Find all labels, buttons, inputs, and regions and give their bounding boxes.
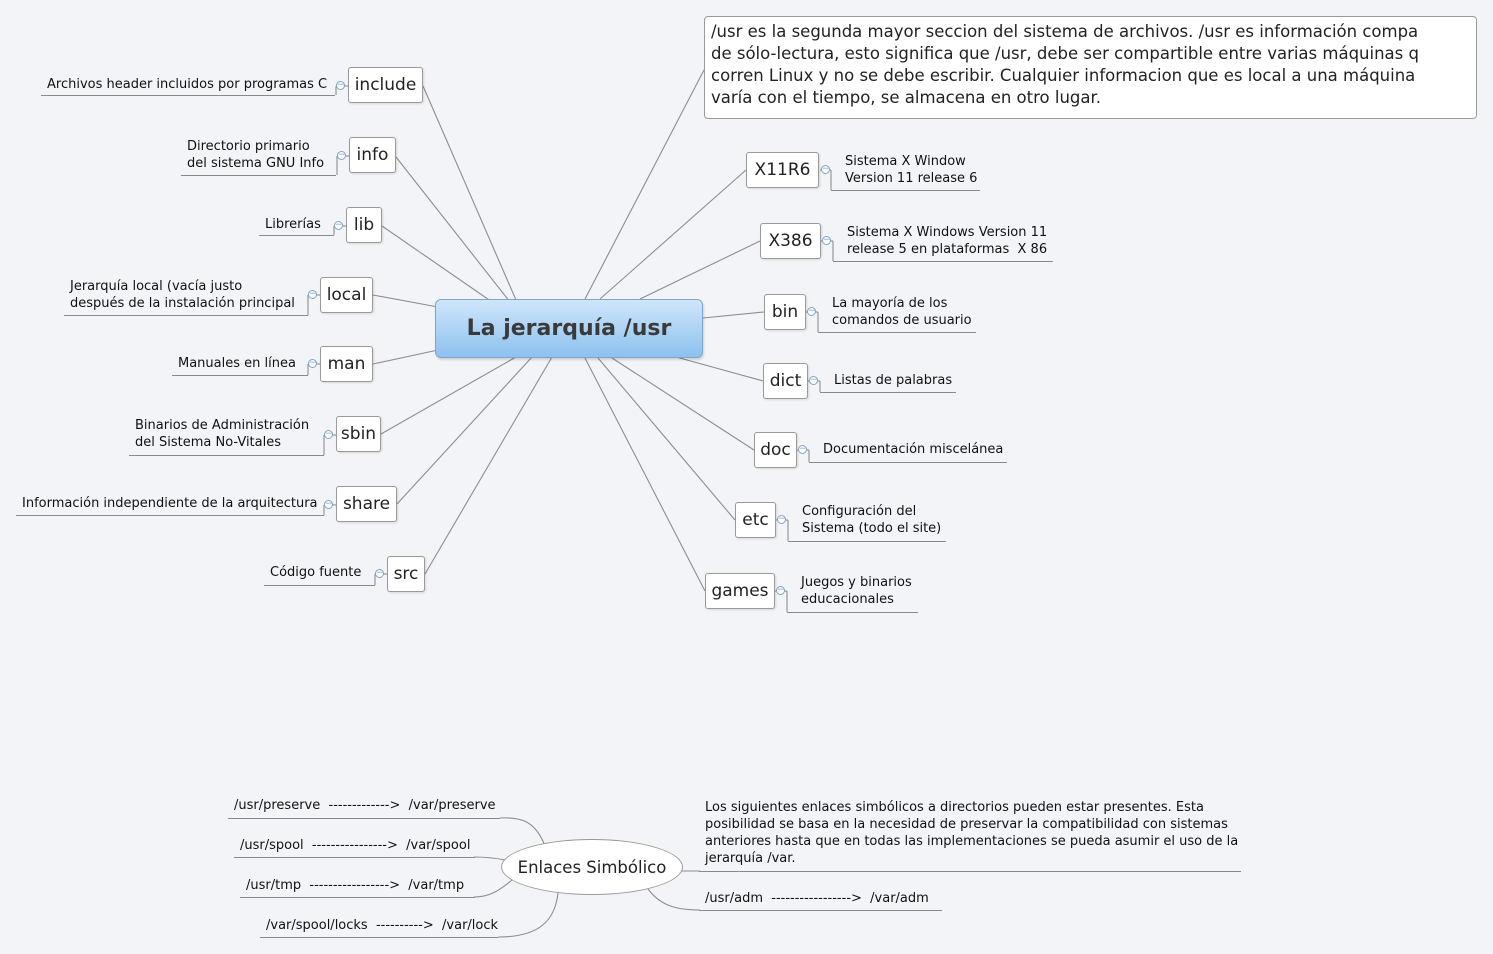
collapse-marker[interactable]: − — [338, 150, 346, 160]
node-x386[interactable]: X386 — [760, 223, 821, 259]
desc-dict: Listas de palabras — [820, 372, 956, 393]
symlinks-paragraph: Los siguientes enlaces simbólicos a directorios pueden estar presentes. Esta posibilidad se basa en la necesidad de preservar la compatibilidad con sistemas anteriores hasta que en todas las implementaciones se pueda asumir el uso de la jerarquía /var. — [699, 799, 1241, 872]
node-bin[interactable]: bin — [764, 294, 806, 330]
collapse-marker[interactable]: − — [325, 499, 333, 509]
node-x11r6[interactable]: X11R6 — [746, 152, 819, 188]
desc-share: Información independiente de la arquitectura — [16, 495, 324, 516]
collapse-marker[interactable]: − — [325, 429, 333, 439]
collapse-marker[interactable]: − — [309, 289, 317, 299]
collapse-marker[interactable]: − — [799, 444, 807, 454]
collapse-marker[interactable]: − — [808, 306, 816, 316]
desc-bin: La mayoría de los comandos de usuario — [818, 295, 976, 333]
symlinks-title: Enlaces Simbólico — [517, 857, 667, 877]
collapse-marker[interactable]: − — [309, 358, 317, 368]
desc-info: Directorio primario del sistema GNU Info — [181, 138, 336, 176]
node-share[interactable]: share — [336, 486, 397, 522]
collapse-marker[interactable]: − — [823, 235, 831, 245]
node-src[interactable]: src — [387, 556, 425, 592]
desc-doc: Documentación miscelánea — [809, 441, 1007, 463]
symlink-tmp: /usr/tmp -----------------> /var/tmp — [240, 877, 475, 898]
node-include[interactable]: include — [348, 67, 423, 103]
desc-include: Archivos header incluidos por programas C — [41, 76, 335, 96]
node-games[interactable]: games — [705, 573, 775, 609]
node-dict[interactable]: dict — [763, 363, 808, 399]
symlink-locks: /var/spool/locks ----------> /var/lock — [260, 917, 498, 938]
desc-lib: Librerías — [259, 216, 334, 236]
symlink-adm: /usr/adm -----------------> /var/adm — [699, 890, 942, 911]
symlink-preserve: /usr/preserve -------------> /var/preserve — [228, 797, 500, 819]
desc-x11r6: Sistema X Window Version 11 release 6 — [831, 153, 980, 191]
symlinks-topic[interactable] — [501, 839, 683, 895]
node-local[interactable]: local — [320, 277, 373, 313]
desc-x386: Sistema X Windows Version 11 release 5 en plataformas X 86 — [833, 224, 1053, 262]
collapse-marker[interactable]: − — [810, 375, 818, 385]
collapse-marker[interactable]: − — [777, 585, 785, 595]
root-topic[interactable] — [435, 299, 703, 358]
collapse-marker[interactable]: − — [778, 514, 786, 524]
node-man[interactable]: man — [320, 346, 373, 382]
collapse-marker[interactable]: − — [335, 220, 343, 230]
node-info[interactable]: info — [349, 137, 396, 173]
desc-sbin: Binarios de Administración del Sistema No-Vitales — [129, 417, 324, 456]
collapse-marker[interactable]: − — [337, 80, 345, 90]
desc-man: Manuales en línea — [172, 355, 308, 376]
root-title: La jerarquía /usr — [466, 316, 672, 341]
node-lib[interactable]: lib — [346, 207, 382, 243]
node-doc[interactable]: doc — [754, 432, 797, 468]
collapse-marker[interactable]: − — [822, 164, 830, 174]
usr-note[interactable]: /usr es la segunda mayor seccion del sistema de archivos. /usr es información compa de sólo-lectura, esto significa que /usr, debe ser compartible entre varias máquinas q corren Linux y no se debe escribir. Cualquier informacion que es local a una máquina varía con el tiempo, se almacena en otro lugar. — [704, 16, 1477, 119]
desc-games: Juegos y binarios educacionales — [787, 574, 918, 613]
desc-local: Jerarquía local (vacía justo después de la instalación principal — [64, 278, 308, 316]
symlink-spool: /usr/spool ----------------> /var/spool — [234, 837, 475, 858]
desc-etc: Configuración del Sistema (todo el site) — [788, 503, 946, 542]
collapse-marker[interactable]: − — [376, 568, 384, 578]
node-etc[interactable]: etc — [735, 502, 776, 538]
node-sbin[interactable]: sbin — [336, 416, 381, 452]
desc-src: Código fuente — [264, 564, 375, 586]
